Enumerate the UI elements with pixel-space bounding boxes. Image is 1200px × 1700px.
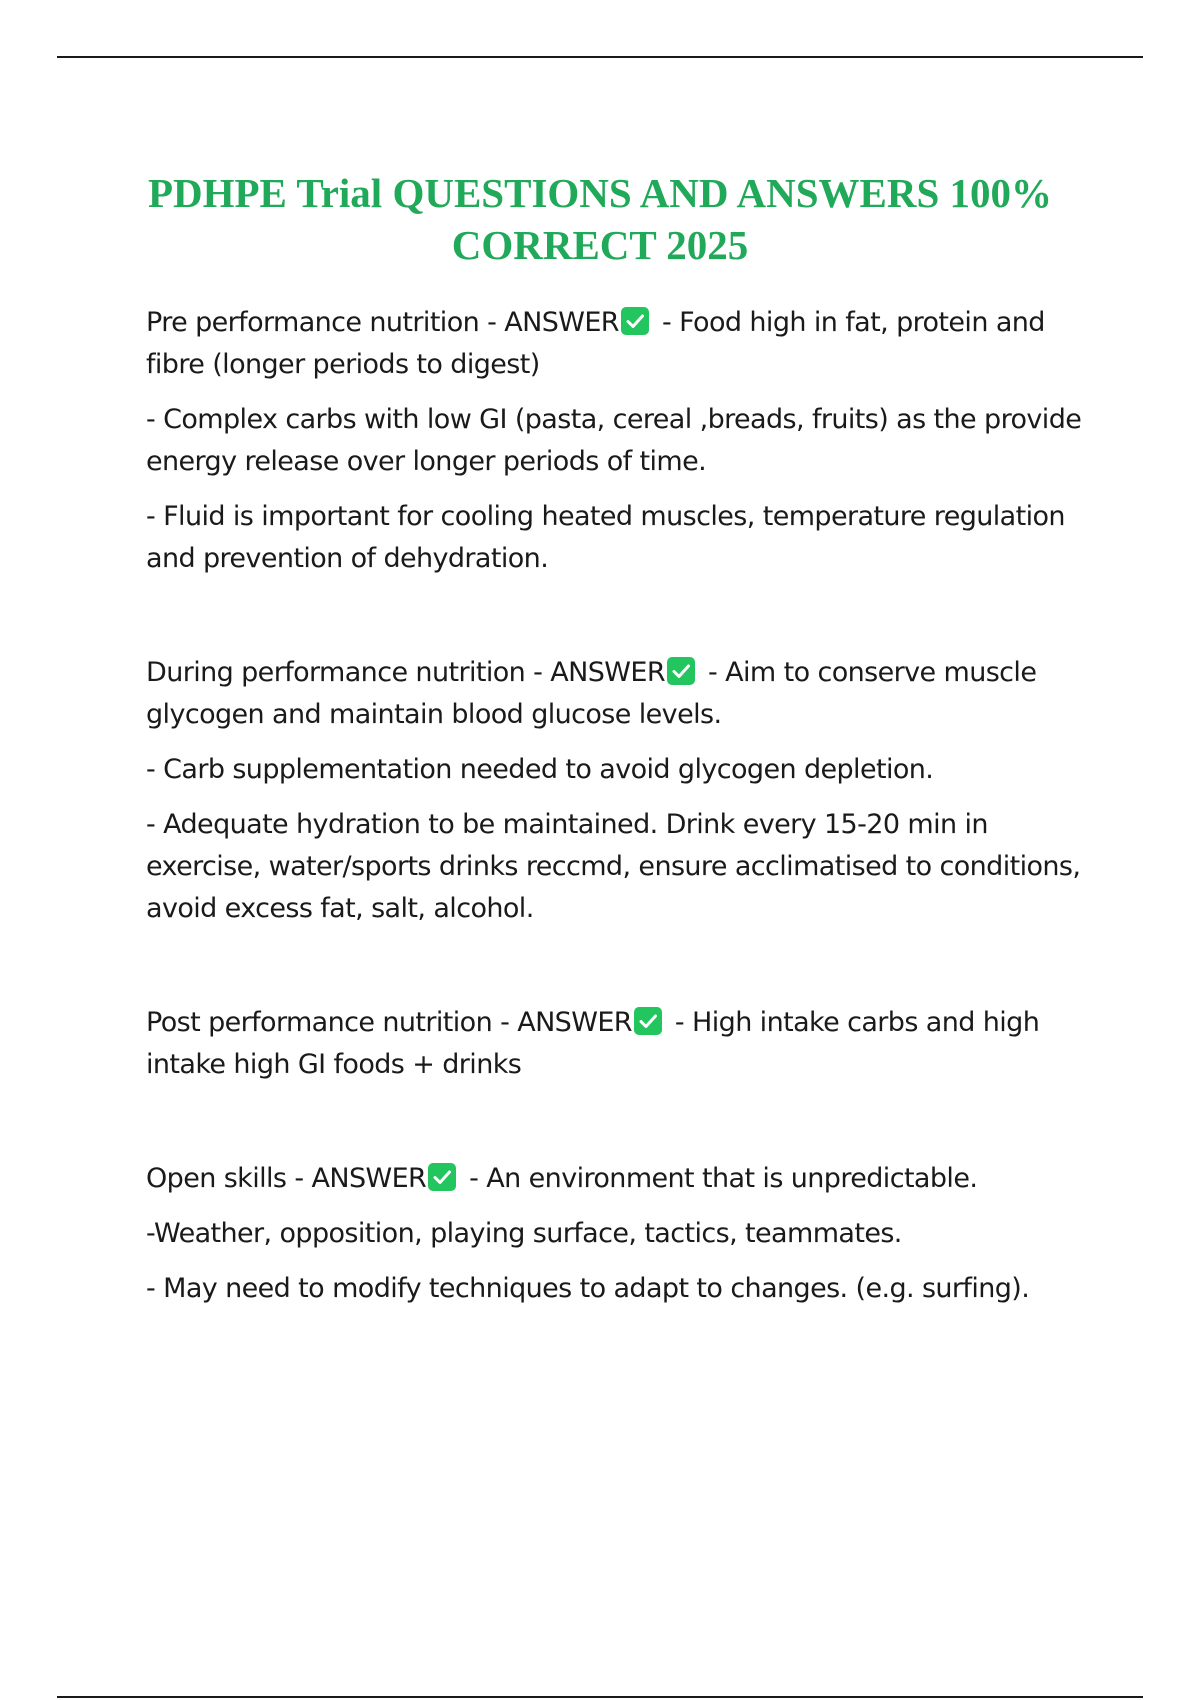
answer-text: - Food high in fat, protein and fibre (longer periods to digest) bbox=[146, 307, 1045, 380]
question-text: Pre performance nutrition - ANSWER bbox=[146, 307, 619, 338]
answer-point: - Complex carbs with low GI (pasta, cereal ,breads, fruits) as the provide energy release over longer periods of time. bbox=[146, 404, 1082, 477]
answer-text: - High intake carbs and high intake high GI foods + drinks bbox=[146, 1007, 1040, 1080]
document-body bbox=[146, 302, 1096, 1310]
qa-question-line bbox=[146, 1002, 1096, 1086]
answer-point: - Carb supplementation needed to avoid glycogen depletion. bbox=[146, 754, 934, 785]
check-mark-icon bbox=[633, 1006, 663, 1036]
answer-text: - Aim to conserve muscle glycogen and maintain blood glucose levels. bbox=[146, 657, 1037, 730]
qa-entry-during-performance bbox=[146, 652, 1096, 930]
check-mark-icon bbox=[666, 656, 696, 686]
answer-point: -Weather, opposition, playing surface, tactics, teammates. bbox=[146, 1218, 902, 1249]
qa-question-line bbox=[146, 1158, 1096, 1200]
question-text: Post performance nutrition - ANSWER bbox=[146, 1007, 632, 1038]
qa-entry-pre-performance bbox=[146, 302, 1096, 580]
qa-entry-post-performance bbox=[146, 1002, 1096, 1086]
top-rule bbox=[57, 56, 1143, 58]
answer-text: - An environment that is unpredictable. bbox=[461, 1163, 978, 1194]
check-mark-icon bbox=[620, 306, 650, 336]
qa-question-line bbox=[146, 652, 1096, 736]
answer-point: - Adequate hydration to be maintained. Drink every 15-20 min in exercise, water/sports drinks reccmd, ensure acclimatised to conditions, avoid excess fat, salt, alcohol. bbox=[146, 809, 1081, 924]
document-title: PDHPE Trial QUESTIONS AND ANSWERS 100% CORRECT 2025 bbox=[147, 170, 1053, 269]
qa-question-line bbox=[146, 302, 1096, 386]
check-mark-icon bbox=[427, 1162, 457, 1192]
answer-point: - Fluid is important for cooling heated muscles, temperature regulation and prevention of dehydration. bbox=[146, 501, 1065, 574]
question-text: Open skills - ANSWER bbox=[146, 1163, 427, 1194]
bottom-rule bbox=[57, 1696, 1143, 1698]
answer-point: - May need to modify techniques to adapt to changes. (e.g. surfing). bbox=[146, 1273, 1030, 1304]
qa-entry-open-skills bbox=[146, 1158, 1096, 1310]
question-text: During performance nutrition - ANSWER bbox=[146, 657, 666, 688]
